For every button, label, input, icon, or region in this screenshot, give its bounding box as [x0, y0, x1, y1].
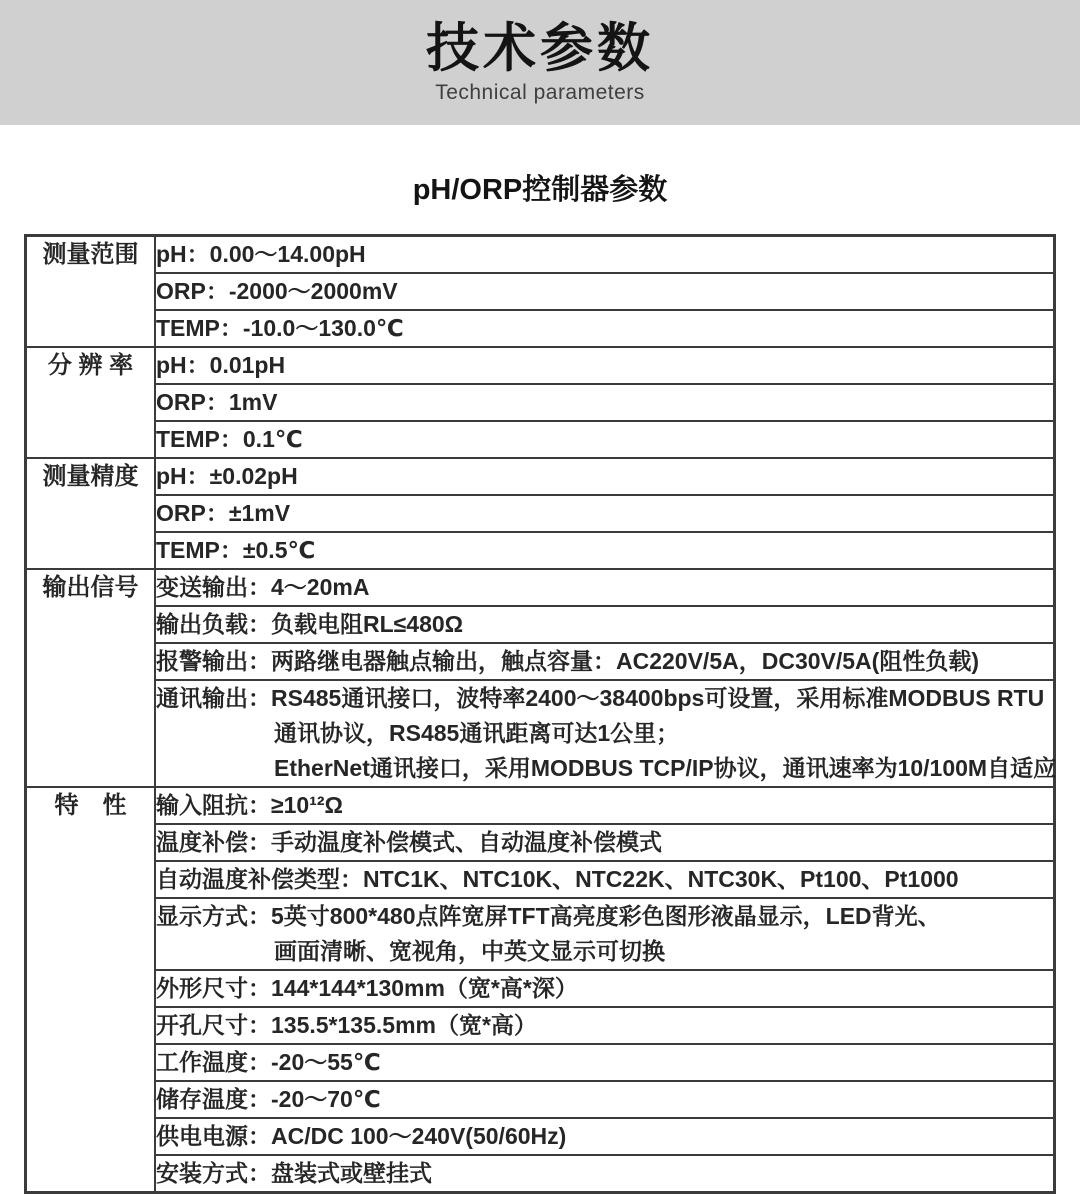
spec-line: 自动温度补偿类型：NTC1K、NTC10K、NTC22K、NTC30K、Pt100、Pt1000 — [156, 866, 959, 892]
spec-line: pH：0.00～14.00pH — [156, 241, 366, 267]
spec-row — [26, 384, 1055, 421]
spec-line: 安装方式：盘装式或壁挂式 — [156, 1160, 432, 1186]
spec-value-cell — [155, 1081, 1055, 1118]
spec-line: TEMP：-10.0～130.0℃ — [156, 315, 404, 341]
spec-row — [26, 236, 1055, 274]
spec-value-cell — [155, 861, 1055, 898]
spec-row — [26, 310, 1055, 347]
spec-group-label: 输出信号 — [26, 569, 156, 787]
spec-line: 供电电源：AC/DC 100～240V(50/60Hz) — [156, 1123, 567, 1149]
spec-line: pH：0.01pH — [156, 352, 286, 378]
spec-row — [26, 495, 1055, 532]
spec-row — [26, 1081, 1055, 1118]
spec-line: 画面清晰、宽视角，中英文显示可切换 — [274, 938, 665, 964]
spec-line: pH：±0.02pH — [156, 463, 298, 489]
spec-row — [26, 680, 1055, 787]
spec-line: 外形尺寸：144*144*130mm（宽*高*深） — [156, 975, 578, 1001]
spec-value-cell — [155, 606, 1055, 643]
spec-row — [26, 1007, 1055, 1044]
spec-value-cell — [155, 458, 1055, 495]
spec-row — [26, 643, 1055, 680]
spec-value-cell — [155, 310, 1055, 347]
spec-line: 报警输出：两路继电器触点输出，触点容量：AC220V/5A，DC30V/5A(阻性负载) — [156, 648, 979, 674]
section-title: pH/ORP控制器参数 — [412, 174, 668, 206]
spec-group-label: 测量范围 — [26, 236, 156, 348]
spec-value-cell — [155, 787, 1055, 824]
spec-group-label: 特 性 — [26, 787, 156, 1193]
header-banner — [0, 0, 1080, 125]
page-subtitle: Technical parameters — [435, 81, 645, 105]
spec-row — [26, 421, 1055, 458]
spec-row — [26, 787, 1055, 824]
spec-value-cell — [155, 236, 1055, 274]
spec-line: 输出负载：负载电阻RL≤480Ω — [156, 611, 464, 637]
spec-row — [26, 458, 1055, 495]
spec-line: TEMP：0.1℃ — [156, 426, 303, 452]
spec-row — [26, 273, 1055, 310]
spec-line: 通讯输出：RS485通讯接口，波特率2400～38400bps可设置，采用标准MODBUS RTU — [156, 685, 1045, 711]
spec-line: EtherNet通讯接口，采用MODBUS TCP/IP协议，通讯速率为10/100M自适应 — [274, 755, 1057, 781]
spec-line: TEMP：±0.5℃ — [156, 537, 316, 563]
spec-table — [24, 234, 1056, 1194]
page-title: 技术参数 — [426, 18, 654, 78]
spec-line: 显示方式：5英寸800*480点阵宽屏TFT高亮度彩色图形液晶显示，LED背光、 — [156, 903, 941, 929]
spec-row — [26, 532, 1055, 569]
spec-line: 开孔尺寸：135.5*135.5mm（宽*高） — [156, 1012, 537, 1038]
spec-value-cell — [155, 898, 1055, 970]
spec-row — [26, 1155, 1055, 1193]
spec-row — [26, 606, 1055, 643]
spec-value-cell — [155, 495, 1055, 532]
spec-line: 温度补偿：手动温度补偿模式、自动温度补偿模式 — [156, 829, 662, 855]
spec-line: ORP：±1mV — [156, 500, 291, 526]
spec-row — [26, 1044, 1055, 1081]
spec-value-cell — [155, 1007, 1055, 1044]
spec-row — [26, 970, 1055, 1007]
spec-value-cell — [155, 273, 1055, 310]
spec-row — [26, 569, 1055, 606]
spec-value-cell — [155, 421, 1055, 458]
spec-row — [26, 824, 1055, 861]
spec-row — [26, 1118, 1055, 1155]
spec-row — [26, 861, 1055, 898]
spec-value-cell — [155, 1118, 1055, 1155]
spec-value-cell — [155, 643, 1055, 680]
spec-line: 输入阻抗：≥10¹²Ω — [156, 792, 343, 818]
spec-value-cell — [155, 1044, 1055, 1081]
spec-table-body — [26, 236, 1055, 1193]
spec-group-label: 测量精度 — [26, 458, 156, 569]
spec-row — [26, 898, 1055, 970]
spec-value-cell — [155, 1155, 1055, 1193]
spec-line: ORP：1mV — [156, 389, 278, 415]
spec-value-cell — [155, 970, 1055, 1007]
spec-group-label: 分 辨 率 — [26, 347, 156, 458]
spec-value-cell — [155, 569, 1055, 606]
spec-row — [26, 347, 1055, 384]
spec-value-cell — [155, 824, 1055, 861]
spec-value-cell — [155, 347, 1055, 384]
spec-line: 工作温度：-20～55℃ — [156, 1049, 381, 1075]
spec-value-cell — [155, 680, 1055, 787]
spec-line: 储存温度：-20～70℃ — [156, 1086, 381, 1112]
spec-line: ORP：-2000～2000mV — [156, 278, 398, 304]
spec-value-cell — [155, 384, 1055, 421]
spec-value-cell — [155, 532, 1055, 569]
spec-line: 变送输出：4～20mA — [156, 574, 370, 600]
spec-line: 通讯协议，RS485通讯距离可达1公里； — [274, 720, 680, 746]
